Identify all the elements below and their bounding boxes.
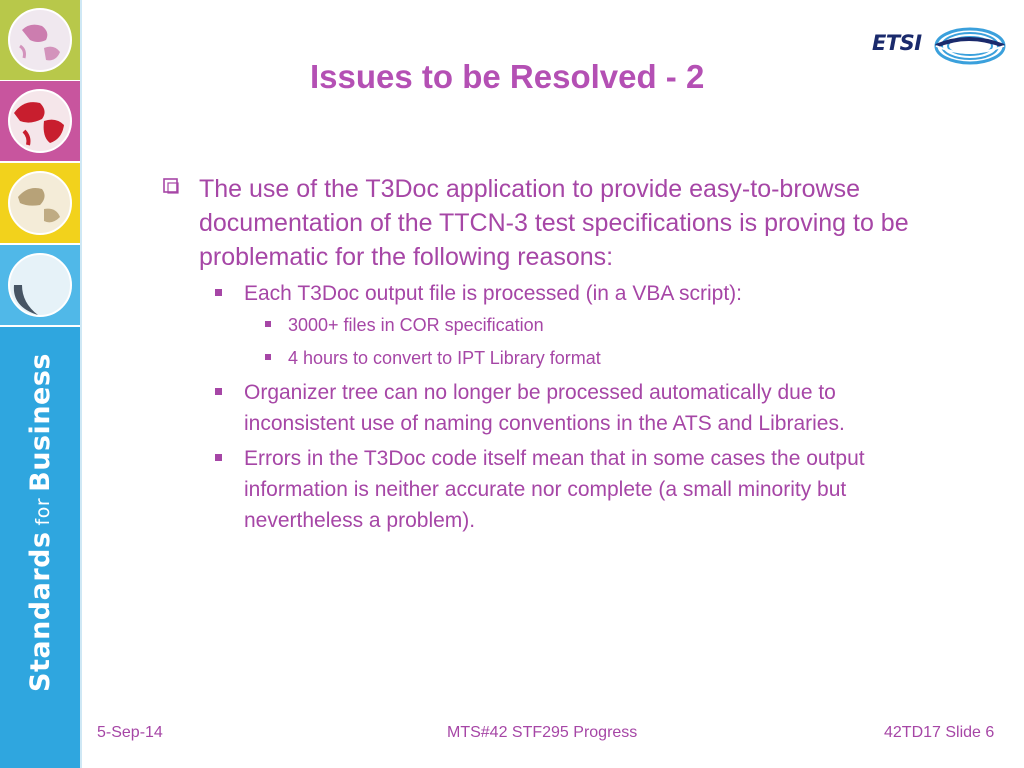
square-bullet-icon [265,321,271,327]
footer-slide-number: 42TD17 Slide 6 [884,724,995,741]
logo-text: ETSI [872,31,922,55]
sidebar [0,0,82,768]
globe-tile-magenta [0,81,80,161]
bullet-level3 [288,309,950,342]
etsi-logo [872,22,1006,70]
globe-icon [0,81,80,161]
bullet-level2 [244,443,934,536]
square-bullet-icon [215,388,222,395]
globe-tile-blue [0,245,80,325]
bullet-text: Organizer tree can no longer be processed automatically due to inconsistent use of naming conventions in the ATS and Libraries. [244,381,845,435]
bullet-text: The use of the T3Doc application to provide easy-to-browse documentation of the TTCN-3 test specifications is proving to be problematic for the following reasons: [199,175,909,271]
square-bullet-icon [265,354,271,360]
bullet-level2 [244,377,934,439]
bullet-text: Each T3Doc output file is processed (in a VBA script): [244,282,743,305]
bullet-level3 [288,342,950,375]
globe-icon [0,245,80,325]
bullet-text: 3000+ files in COR specification [288,315,544,335]
bullet-level1 [160,172,950,274]
slide-content [160,172,950,536]
footer-title: MTS#42 STF295 Progress [447,724,638,741]
slide-title: Issues to be Resolved - 2 [310,58,705,95]
tagline-word-for: for [31,497,54,525]
logo-swoosh-icon [872,22,1006,70]
square-bullet-icon [215,289,222,296]
globe-icon [0,0,80,80]
tagline-word-standards: Standards [24,530,56,692]
checkbox-bullet-icon [163,178,180,195]
globe-tile-yellow [0,163,80,243]
globe-icon [0,163,80,243]
sidebar-tagline [0,327,80,717]
sidebar-divider [80,0,82,768]
tagline-word-business: Business [24,352,56,492]
footer-date: 5-Sep-14 [97,724,163,741]
bullet-text: 4 hours to convert to IPT Library format [288,348,601,368]
globe-tile-green [0,0,80,80]
square-bullet-icon [215,454,222,461]
bullet-text: Errors in the T3Doc code itself mean that in some cases the output information is neither accurate nor complete (a small minority but nevertheless a problem). [244,447,865,532]
bullet-level2 [244,278,934,309]
